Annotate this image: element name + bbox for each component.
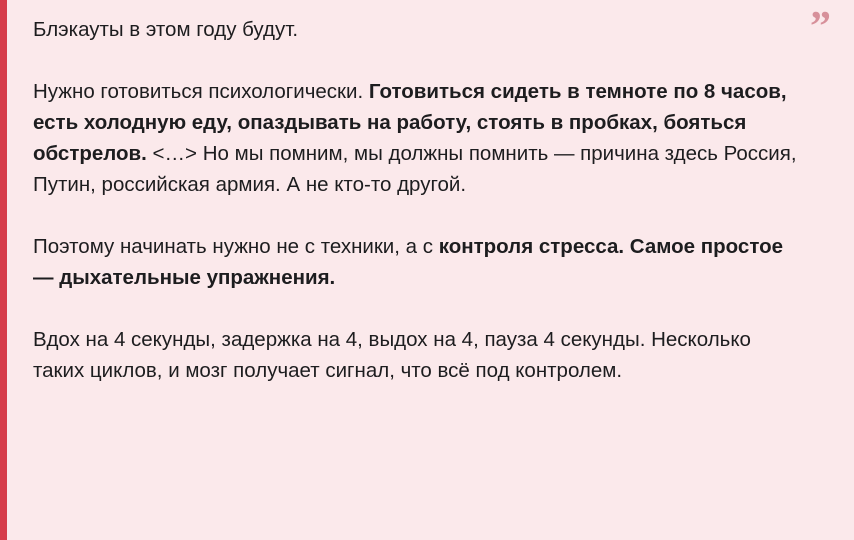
paragraph-p1 (33, 14, 803, 45)
quote-mark-icon: ” (810, 4, 830, 50)
text-run: Готовиться сидеть в темноте по 8 часов, есть холодную еду, опаздывать на работу, стоять в пробках, бояться обстрелов. (33, 80, 787, 165)
text-run: Блэкауты в этом году будут. (33, 18, 299, 41)
text-run: <…> Но мы помним, мы должны помнить — причина здесь Россия, Путин, российская армия. А не кто-то другой. (33, 142, 797, 196)
text-run: Вдох на 4 секунды, задержка на 4, выдох на 4, пауза 4 секунды. Несколько таких циклов, и мозг получает сигнал, что всё под контролем. (33, 328, 751, 382)
paragraph-p4 (33, 324, 803, 386)
text-run: Нужно готовиться психологически. (33, 80, 369, 103)
text-run: Поэтому начинать нужно не с техники, а с (33, 235, 439, 258)
quote-body (33, 14, 803, 386)
paragraph-p3 (33, 231, 803, 293)
text-run: контроля стресса. Самое простое — дыхательные упражнения. (33, 235, 784, 289)
paragraph-p2 (33, 76, 803, 200)
